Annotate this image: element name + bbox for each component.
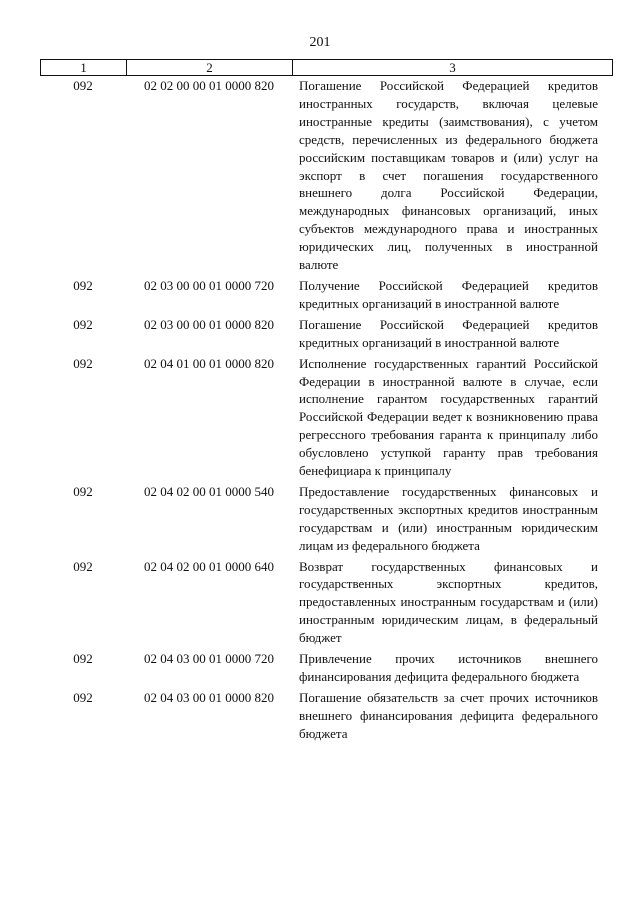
classifier-code: 02 04 02 00 01 0000 540 <box>144 483 274 499</box>
page-number: 201 <box>309 35 331 50</box>
classifier-code: 02 03 00 00 01 0000 720 <box>144 277 274 293</box>
admin-code: 092 <box>73 277 93 293</box>
admin-code: 092 <box>73 651 93 667</box>
row-description: Получение Российской Федерацией кредитов кредитных организаций в иностранной валюте <box>299 277 598 311</box>
table-row <box>40 650 613 686</box>
classifier-code: 02 02 00 00 01 0000 820 <box>144 78 274 93</box>
column-header-3: 3 <box>449 60 456 75</box>
table-row <box>40 355 613 480</box>
classifier-code: 02 04 03 00 01 0000 820 <box>144 689 274 705</box>
admin-code: 092 <box>73 355 93 371</box>
admin-code: 092 <box>73 483 93 499</box>
row-description: Погашение Российской Федерацией кредитов кредитных организаций в иностранной валюте <box>299 316 598 350</box>
table-body <box>40 77 613 746</box>
admin-code: 092 <box>73 78 93 93</box>
classifier-code: 02 03 00 00 01 0000 820 <box>144 316 274 332</box>
row-description: Погашение обязательств за счет прочих источников внешнего финансирования дефицита федерального бюджета <box>299 689 598 741</box>
table-row <box>40 77 613 274</box>
column-header-1: 1 <box>41 60 127 75</box>
admin-code: 092 <box>73 316 93 332</box>
row-description: Предоставление государственных финансовых и государственных экспортных кредитов иностранным государствам и (или) иностранным юридическим лицам из федерального бюджета <box>299 483 598 553</box>
table-row <box>40 689 613 743</box>
classifier-code: 02 04 01 00 01 0000 820 <box>144 355 274 371</box>
table-row <box>40 277 613 313</box>
classifier-code: 02 04 02 00 01 0000 640 <box>144 558 274 574</box>
admin-code: 092 <box>73 689 93 705</box>
table-header <box>40 59 613 76</box>
admin-code: 092 <box>73 558 93 574</box>
table-row <box>40 558 613 648</box>
row-description: Возврат государственных финансовых и государственных экспортных кредитов, предоставленных иностранным государствам и (или) иностранным юридическим лицам, в федеральный бюджет <box>299 558 598 646</box>
classifier-code: 02 04 03 00 01 0000 720 <box>144 651 274 667</box>
row-description: Исполнение государственных гарантий Российской Федерации в иностранной валюте в случае, если исполнение гарантом государственных гарантий Российской Федерации ведет к возникновению права регрессного требования гаранта к принципалу либо обусловлено уступкой гаранту прав требования бенефициара к принципалу <box>299 355 598 479</box>
table-row <box>40 316 613 352</box>
table-row <box>40 483 613 555</box>
row-description: Погашение Российской Федерацией кредитов иностранных государств, включая целевые иностранные кредиты (заимствования), с учетом средств, перечисленных из федерального бюджета российским поставщикам товаров и (или) услуг на экспорт в счет погашения государственного внешнего долга Российской Федерации, международных финансовых организаций, иных субъектов международного права и иностранных юридических лиц, полученных в иностранной валюте <box>299 78 598 273</box>
column-header-2: 2 <box>127 60 293 75</box>
row-description: Привлечение прочих источников внешнего финансирования дефицита федерального бюджета <box>299 651 598 684</box>
